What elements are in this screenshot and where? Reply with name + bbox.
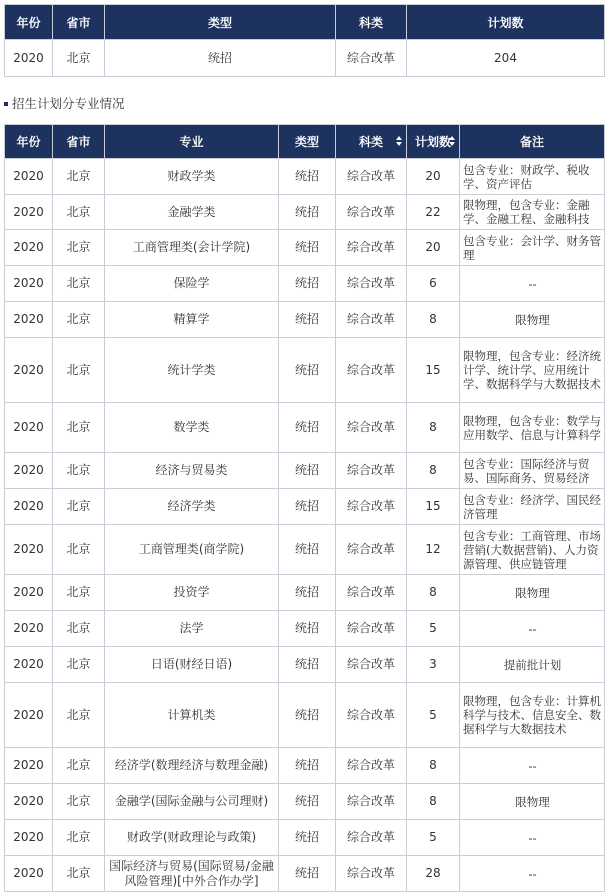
cell-year: 2020: [5, 748, 53, 784]
cell-plan-count: 20: [407, 230, 460, 266]
cell-plan-count: 3: [407, 647, 460, 683]
cell-category: 综合改革: [336, 40, 407, 77]
cell-major: 计算机类: [105, 683, 279, 748]
cell-major: 法学: [105, 611, 279, 647]
cell-plan-count: 204: [407, 40, 605, 77]
header-year: 年份: [5, 125, 53, 159]
cell-plan-count: 5: [407, 820, 460, 856]
cell-major: 财政学(财政理论与政策): [105, 820, 279, 856]
cell-type: 统招: [279, 195, 336, 230]
cell-major: 经济与贸易类: [105, 453, 279, 489]
table-row: [5, 784, 605, 820]
cell-category: 综合改革: [336, 647, 407, 683]
header-plan-count: 计划数: [407, 5, 605, 40]
cell-note: 限物理，包含专业：金融学、金融工程、金融科技: [460, 195, 605, 230]
cell-note: 包含专业：财政学、税收学、资产评估: [460, 159, 605, 195]
table-row: [5, 403, 605, 453]
cell-plan-count: 12: [407, 525, 460, 575]
cell-year: 2020: [5, 302, 53, 338]
table-row: [5, 489, 605, 525]
cell-type: 统招: [279, 230, 336, 266]
cell-note: 包含专业：会计学、财务管理: [460, 230, 605, 266]
cell-year: 2020: [5, 683, 53, 748]
cell-type: 统招: [279, 748, 336, 784]
cell-note: 提前批计划: [460, 647, 605, 683]
cell-plan-count: 15: [407, 489, 460, 525]
major-header-row: [5, 125, 605, 159]
cell-category: 综合改革: [336, 525, 407, 575]
cell-note: 限物理: [460, 302, 605, 338]
cell-type: 统招: [279, 647, 336, 683]
cell-province: 北京: [53, 230, 105, 266]
table-row: [5, 575, 605, 611]
cell-year: 2020: [5, 856, 53, 892]
cell-province: 北京: [53, 525, 105, 575]
table-row: [5, 338, 605, 403]
cell-plan-count: 8: [407, 453, 460, 489]
table-row: [5, 302, 605, 338]
cell-type: 统招: [279, 266, 336, 302]
cell-type: 统招: [279, 302, 336, 338]
cell-category: 综合改革: [336, 230, 407, 266]
cell-plan-count: 8: [407, 784, 460, 820]
cell-major: 金融学(国际金融与公司理财): [105, 784, 279, 820]
cell-year: 2020: [5, 230, 53, 266]
cell-type: 统招: [279, 525, 336, 575]
cell-category: 综合改革: [336, 159, 407, 195]
table-row: [5, 647, 605, 683]
header-category: 科类: [336, 5, 407, 40]
cell-note: 限物理: [460, 784, 605, 820]
cell-type: 统招: [279, 611, 336, 647]
header-type: 类型: [105, 5, 336, 40]
cell-major: 数学类: [105, 403, 279, 453]
cell-category: 综合改革: [336, 748, 407, 784]
cell-category: 综合改革: [336, 302, 407, 338]
cell-province: 北京: [53, 647, 105, 683]
header-year: 年份: [5, 5, 53, 40]
cell-province: 北京: [53, 403, 105, 453]
cell-year: 2020: [5, 647, 53, 683]
cell-type: 统招: [279, 453, 336, 489]
cell-year: 2020: [5, 611, 53, 647]
cell-category: 综合改革: [336, 683, 407, 748]
cell-category: 综合改革: [336, 338, 407, 403]
cell-year: 2020: [5, 489, 53, 525]
cell-major: 国际经济与贸易(国际贸易/金融风险管理)[中外合作办学]: [105, 856, 279, 892]
cell-major: 精算学: [105, 302, 279, 338]
cell-type: 统招: [279, 856, 336, 892]
cell-note: 限物理，包含专业：经济统计学、统计学、应用统计学、数据科学与大数据技术: [460, 338, 605, 403]
cell-major: 财政学类: [105, 159, 279, 195]
header-note: 备注: [460, 125, 605, 159]
summary-row: [5, 40, 605, 77]
sort-icon[interactable]: [396, 136, 402, 148]
major-table-body: [5, 159, 605, 892]
cell-category: 综合改革: [336, 266, 407, 302]
sort-icon[interactable]: [449, 136, 455, 148]
cell-year: 2020: [5, 159, 53, 195]
cell-plan-count: 15: [407, 338, 460, 403]
table-row: [5, 159, 605, 195]
cell-major: 统计学类: [105, 338, 279, 403]
header-plan-count-sortable[interactable]: [407, 125, 460, 159]
table-row: [5, 525, 605, 575]
cell-note: --: [460, 266, 605, 302]
cell-province: 北京: [53, 266, 105, 302]
cell-year: 2020: [5, 525, 53, 575]
major-table: [4, 124, 605, 892]
cell-category: 综合改革: [336, 453, 407, 489]
cell-category: 综合改革: [336, 784, 407, 820]
cell-note: --: [460, 856, 605, 892]
table-row: [5, 266, 605, 302]
cell-note: --: [460, 820, 605, 856]
cell-plan-count: 28: [407, 856, 460, 892]
cell-province: 北京: [53, 159, 105, 195]
cell-plan-count: 8: [407, 575, 460, 611]
cell-year: 2020: [5, 820, 53, 856]
table-row: [5, 230, 605, 266]
cell-province: 北京: [53, 338, 105, 403]
table-row: [5, 195, 605, 230]
cell-major: 经济学类: [105, 489, 279, 525]
section-title-text: 招生计划分专业情况: [12, 96, 125, 111]
cell-major: 工商管理类(会计学院): [105, 230, 279, 266]
cell-note: 限物理: [460, 575, 605, 611]
cell-year: 2020: [5, 266, 53, 302]
table-row: [5, 683, 605, 748]
cell-province: 北京: [53, 820, 105, 856]
table-row: [5, 856, 605, 892]
cell-province: 北京: [53, 302, 105, 338]
cell-category: 综合改革: [336, 489, 407, 525]
cell-category: 综合改革: [336, 195, 407, 230]
summary-table: [4, 4, 605, 77]
cell-type: 统招: [279, 820, 336, 856]
cell-year: 2020: [5, 575, 53, 611]
cell-note: --: [460, 611, 605, 647]
cell-year: 2020: [5, 453, 53, 489]
cell-type: 统招: [279, 575, 336, 611]
cell-year: 2020: [5, 195, 53, 230]
table-row: [5, 611, 605, 647]
cell-plan-count: 5: [407, 611, 460, 647]
cell-type: 统招: [279, 489, 336, 525]
cell-note: 包含专业：工商管理、市场营销(大数据营销)、人力资源管理、供应链管理: [460, 525, 605, 575]
cell-year: 2020: [5, 40, 53, 77]
header-province: 省市: [53, 5, 105, 40]
cell-note: 限物理，包含专业：数学与应用数学、信息与计算科学: [460, 403, 605, 453]
cell-year: 2020: [5, 403, 53, 453]
cell-note: 包含专业：国际经济与贸易、国际商务、贸易经济: [460, 453, 605, 489]
cell-type: 统招: [279, 784, 336, 820]
cell-category: 综合改革: [336, 611, 407, 647]
cell-major: 日语(财经日语): [105, 647, 279, 683]
cell-province: 北京: [53, 611, 105, 647]
table-row: [5, 820, 605, 856]
cell-province: 北京: [53, 195, 105, 230]
cell-plan-count: 8: [407, 748, 460, 784]
cell-major: 工商管理类(商学院): [105, 525, 279, 575]
cell-province: 北京: [53, 489, 105, 525]
header-major: 专业: [105, 125, 279, 159]
cell-category: 综合改革: [336, 856, 407, 892]
cell-province: 北京: [53, 856, 105, 892]
cell-type: 统招: [279, 683, 336, 748]
cell-major: 保险学: [105, 266, 279, 302]
cell-major: 投资学: [105, 575, 279, 611]
cell-major: 经济学(数理经济与数理金融): [105, 748, 279, 784]
cell-province: 北京: [53, 453, 105, 489]
cell-year: 2020: [5, 338, 53, 403]
cell-plan-count: 8: [407, 302, 460, 338]
cell-province: 北京: [53, 784, 105, 820]
cell-year: 2020: [5, 784, 53, 820]
cell-plan-count: 6: [407, 266, 460, 302]
cell-type: 统招: [105, 40, 336, 77]
cell-type: 统招: [279, 338, 336, 403]
cell-note: 限物理，包含专业：计算机科学与技术、信息安全、数据科学与大数据技术: [460, 683, 605, 748]
cell-province: 北京: [53, 40, 105, 77]
bullet-icon: [4, 102, 8, 106]
cell-province: 北京: [53, 683, 105, 748]
cell-major: 金融学类: [105, 195, 279, 230]
cell-category: 综合改革: [336, 820, 407, 856]
summary-header-row: [5, 5, 605, 40]
cell-plan-count: 22: [407, 195, 460, 230]
cell-plan-count: 20: [407, 159, 460, 195]
cell-category: 综合改革: [336, 403, 407, 453]
header-plan-count: 计划数: [414, 135, 451, 149]
table-row: [5, 748, 605, 784]
cell-note: 包含专业：经济学、国民经济管理: [460, 489, 605, 525]
header-category: 科类: [358, 135, 383, 149]
header-province: 省市: [53, 125, 105, 159]
cell-plan-count: 8: [407, 403, 460, 453]
section-title: [4, 94, 125, 112]
cell-type: 统招: [279, 159, 336, 195]
table-row: [5, 453, 605, 489]
cell-type: 统招: [279, 403, 336, 453]
header-type: 类型: [279, 125, 336, 159]
cell-province: 北京: [53, 748, 105, 784]
cell-province: 北京: [53, 575, 105, 611]
header-category-sortable[interactable]: [336, 125, 407, 159]
cell-note: --: [460, 748, 605, 784]
cell-category: 综合改革: [336, 575, 407, 611]
cell-plan-count: 5: [407, 683, 460, 748]
